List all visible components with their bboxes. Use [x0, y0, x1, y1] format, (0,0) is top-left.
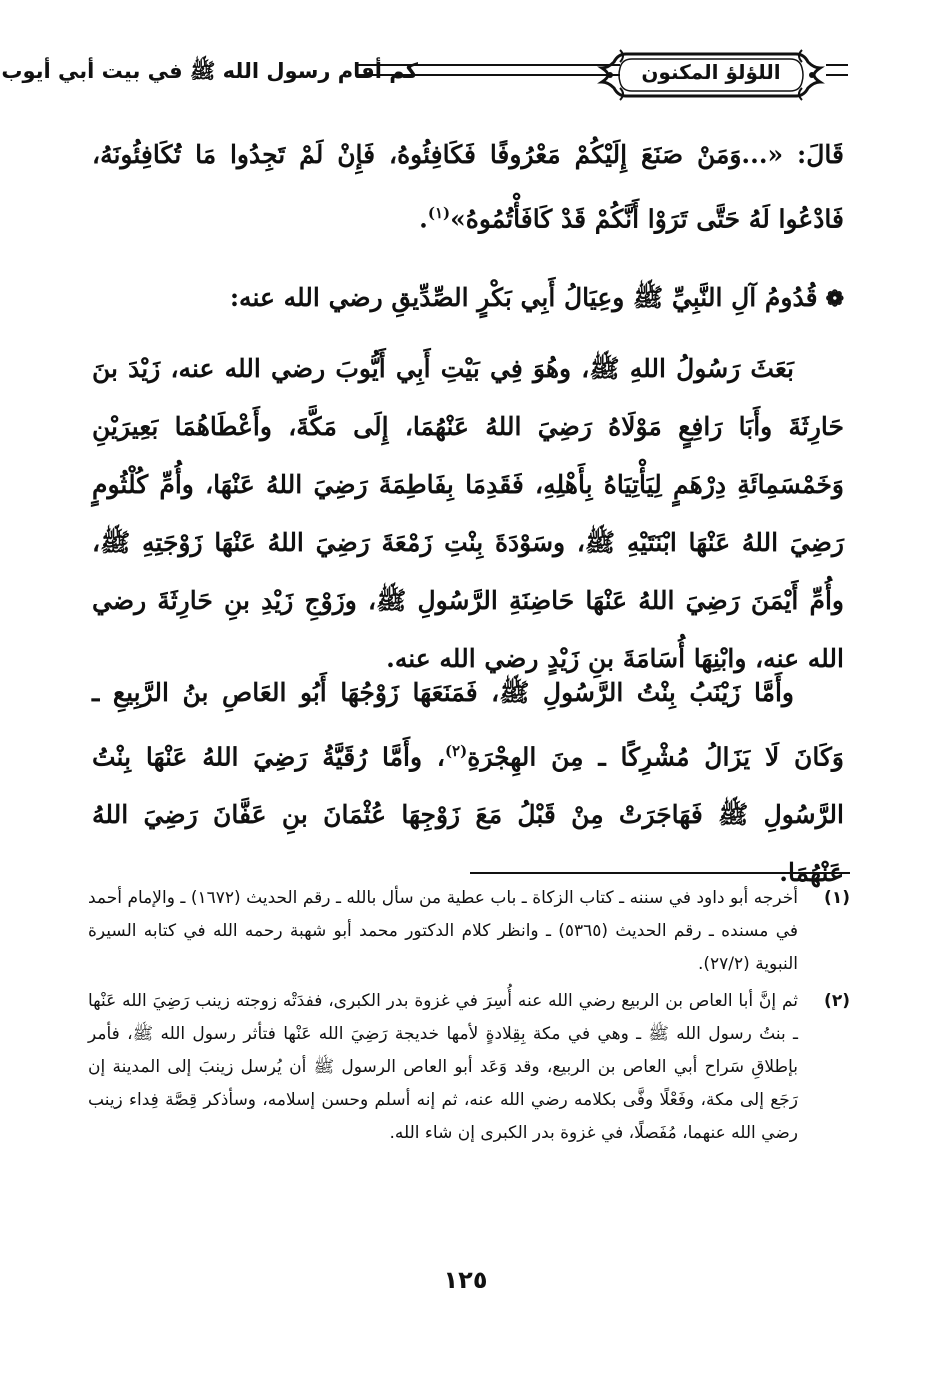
footnote-2 — [88, 985, 850, 1150]
book-title: اللؤلؤ المكنون — [641, 60, 781, 84]
section-heading-text: قُدُومُ آلِ النَّبِيِّ ﷺ وعِيَالُ أَبِي بَكْرٍ الصِّدِّيقِ رضي الله عنه: — [229, 283, 818, 312]
header-rule-right — [826, 64, 848, 76]
paragraph-2-part-b: ، وأَمَّا رُقَيَّةُ رَضِيَ اللهُ عَنْهَا بِنْتُ الرَّسُولِ ﷺ فَهَاجَرَتْ مِنْ قَبْلُ مَعَ زَوْجِهَا عُثْمَانَ بنِ عَفَّانَ رَضِيَ اللهُ عَنْهُمَا. — [92, 742, 844, 888]
hadith-quote — [92, 126, 844, 248]
flower-bullet-icon: ❁ — [825, 286, 844, 312]
footnote-ref-1: (١) — [427, 204, 451, 222]
paragraph-1 — [92, 340, 844, 688]
footnote-text: ثم إنَّ أبا العاص بن الربيع رضي الله عنه أُسِرَ في غزوة بدر الكبرى، ففدَتْه زوجته زينب رَضِيَ الله عَنْها ـ بنتُ رسول الله ﷺ ـ وهي في مكة بِقِلادةٍ لأمها خديجة رَضِيَ الله عَنْها فتأثر رسول الله ﷺ، فأمر بإطلاقِ سَراح أبي العاص بن الربيع، وقد وَعَد أبو العاص الرسول ﷺ أن يُرسل زينبَ إلى المدينة إن رَجَع إلى مكة، وفَعْلًا وفَّى بكلامه رضي الله عنه، ثم إنه أسلم وحسن إسلامه، وسأذكر قِصَّة فِداء زينب رضي الله عنهما، مُفَصلًا، في غزوة بدر الكبرى إن شاء الله. — [88, 991, 798, 1143]
book-title-cartouche — [596, 46, 826, 104]
paragraph-2 — [92, 664, 844, 902]
footnote-ref-2: (٢) — [444, 742, 468, 760]
footnotes — [88, 882, 850, 1154]
page-number: ١٢٥ — [443, 1266, 488, 1294]
paragraph-2-part-a: وأَمَّا زَيْنَبُ بِنْتُ الرَّسُولِ ﷺ، فَمَنَعَهَا زَوْجُهَا أَبُو العَاصِ بنُ الرَّبِيعِ ـ وَكَانَ لَا يَزَالُ مُشْرِكًا ـ مِنَ الهِجْرَةِ — [92, 678, 844, 772]
footnote-1 — [88, 882, 850, 981]
header-rule-left — [358, 64, 620, 76]
footnote-separator — [470, 872, 850, 874]
quote-end: . — [419, 204, 428, 234]
quote-text: قَالَ: «...وَمَنْ صَنَعَ إِلَيْكُمْ مَعْرُوفًا فَكَافِئُوهُ، فَإِنْ لَمْ تَجِدُوا مَا تُكَافِئُونَهُ، فَادْعُوا لَهُ حَتَّى تَرَوْا أَنَّكُمْ قَدْ كَافَأْتُمُوهُ» — [92, 140, 844, 234]
footnote-text: أخرجه أبو داود في سننه ـ كتاب الزكاة ـ باب عطية من سأل بالله ـ رقم الحديث (١٦٧٢) ـ والإمام أحمد في مسنده ـ رقم الحديث (٥٣٦٥) ـ وانظر كلام الدكتور محمد أبو شهبة رحمه الله في كتابه السيرة النبوية (٢٧/٢). — [88, 888, 798, 974]
section-heading — [92, 278, 844, 319]
chapter-title: كم أقام رسول الله ﷺ في بيت أبي أيوب — [1, 59, 418, 83]
paragraph-2-text — [92, 664, 844, 902]
footnote-number: (٢) — [824, 991, 850, 1011]
footnote-number: (١) — [824, 888, 850, 908]
paragraph-1-text: بَعَثَ رَسُولُ اللهِ ﷺ، وهُوَ فِي بَيْتِ أَبِي أَيُّوبَ رضي الله عنه، زَيْدَ بنَ حَارِثَةَ وأَبَا رَافِعٍ مَوْلَاهُ رَضِيَ اللهُ عَنْهُمَا، إِلَى مَكَّةَ، وأَعْطَاهُمَا بَعِيرَيْنِ وَخَمْسَمِائَةِ دِرْهَمٍ لِيَأْتِيَاهُ بِأَهْلِهِ، فَقَدِمَا بِفَاطِمَةَ رَضِيَ اللهُ عَنْهَا، وأُمِّ كُلْثُومٍ رَضِيَ اللهُ عَنْهَا ابْنَتَيْهِ ﷺ، وسَوْدَةَ بِنْتِ زَمْعَةَ رَضِيَ اللهُ عَنْهَا زَوْجَتِهِ ﷺ، وأُمِّ أَيْمَنَ رَضِيَ اللهُ عَنْهَا حَاضِنَةِ الرَّسُولِ ﷺ، وزَوْجِ زَيْدِ بنِ حَارِثَةَ رضي الله عنه، وابْنِهَا أُسَامَةَ بنِ زَيْدٍ رضي الله عنه. — [92, 354, 844, 673]
running-header — [1, 46, 848, 106]
